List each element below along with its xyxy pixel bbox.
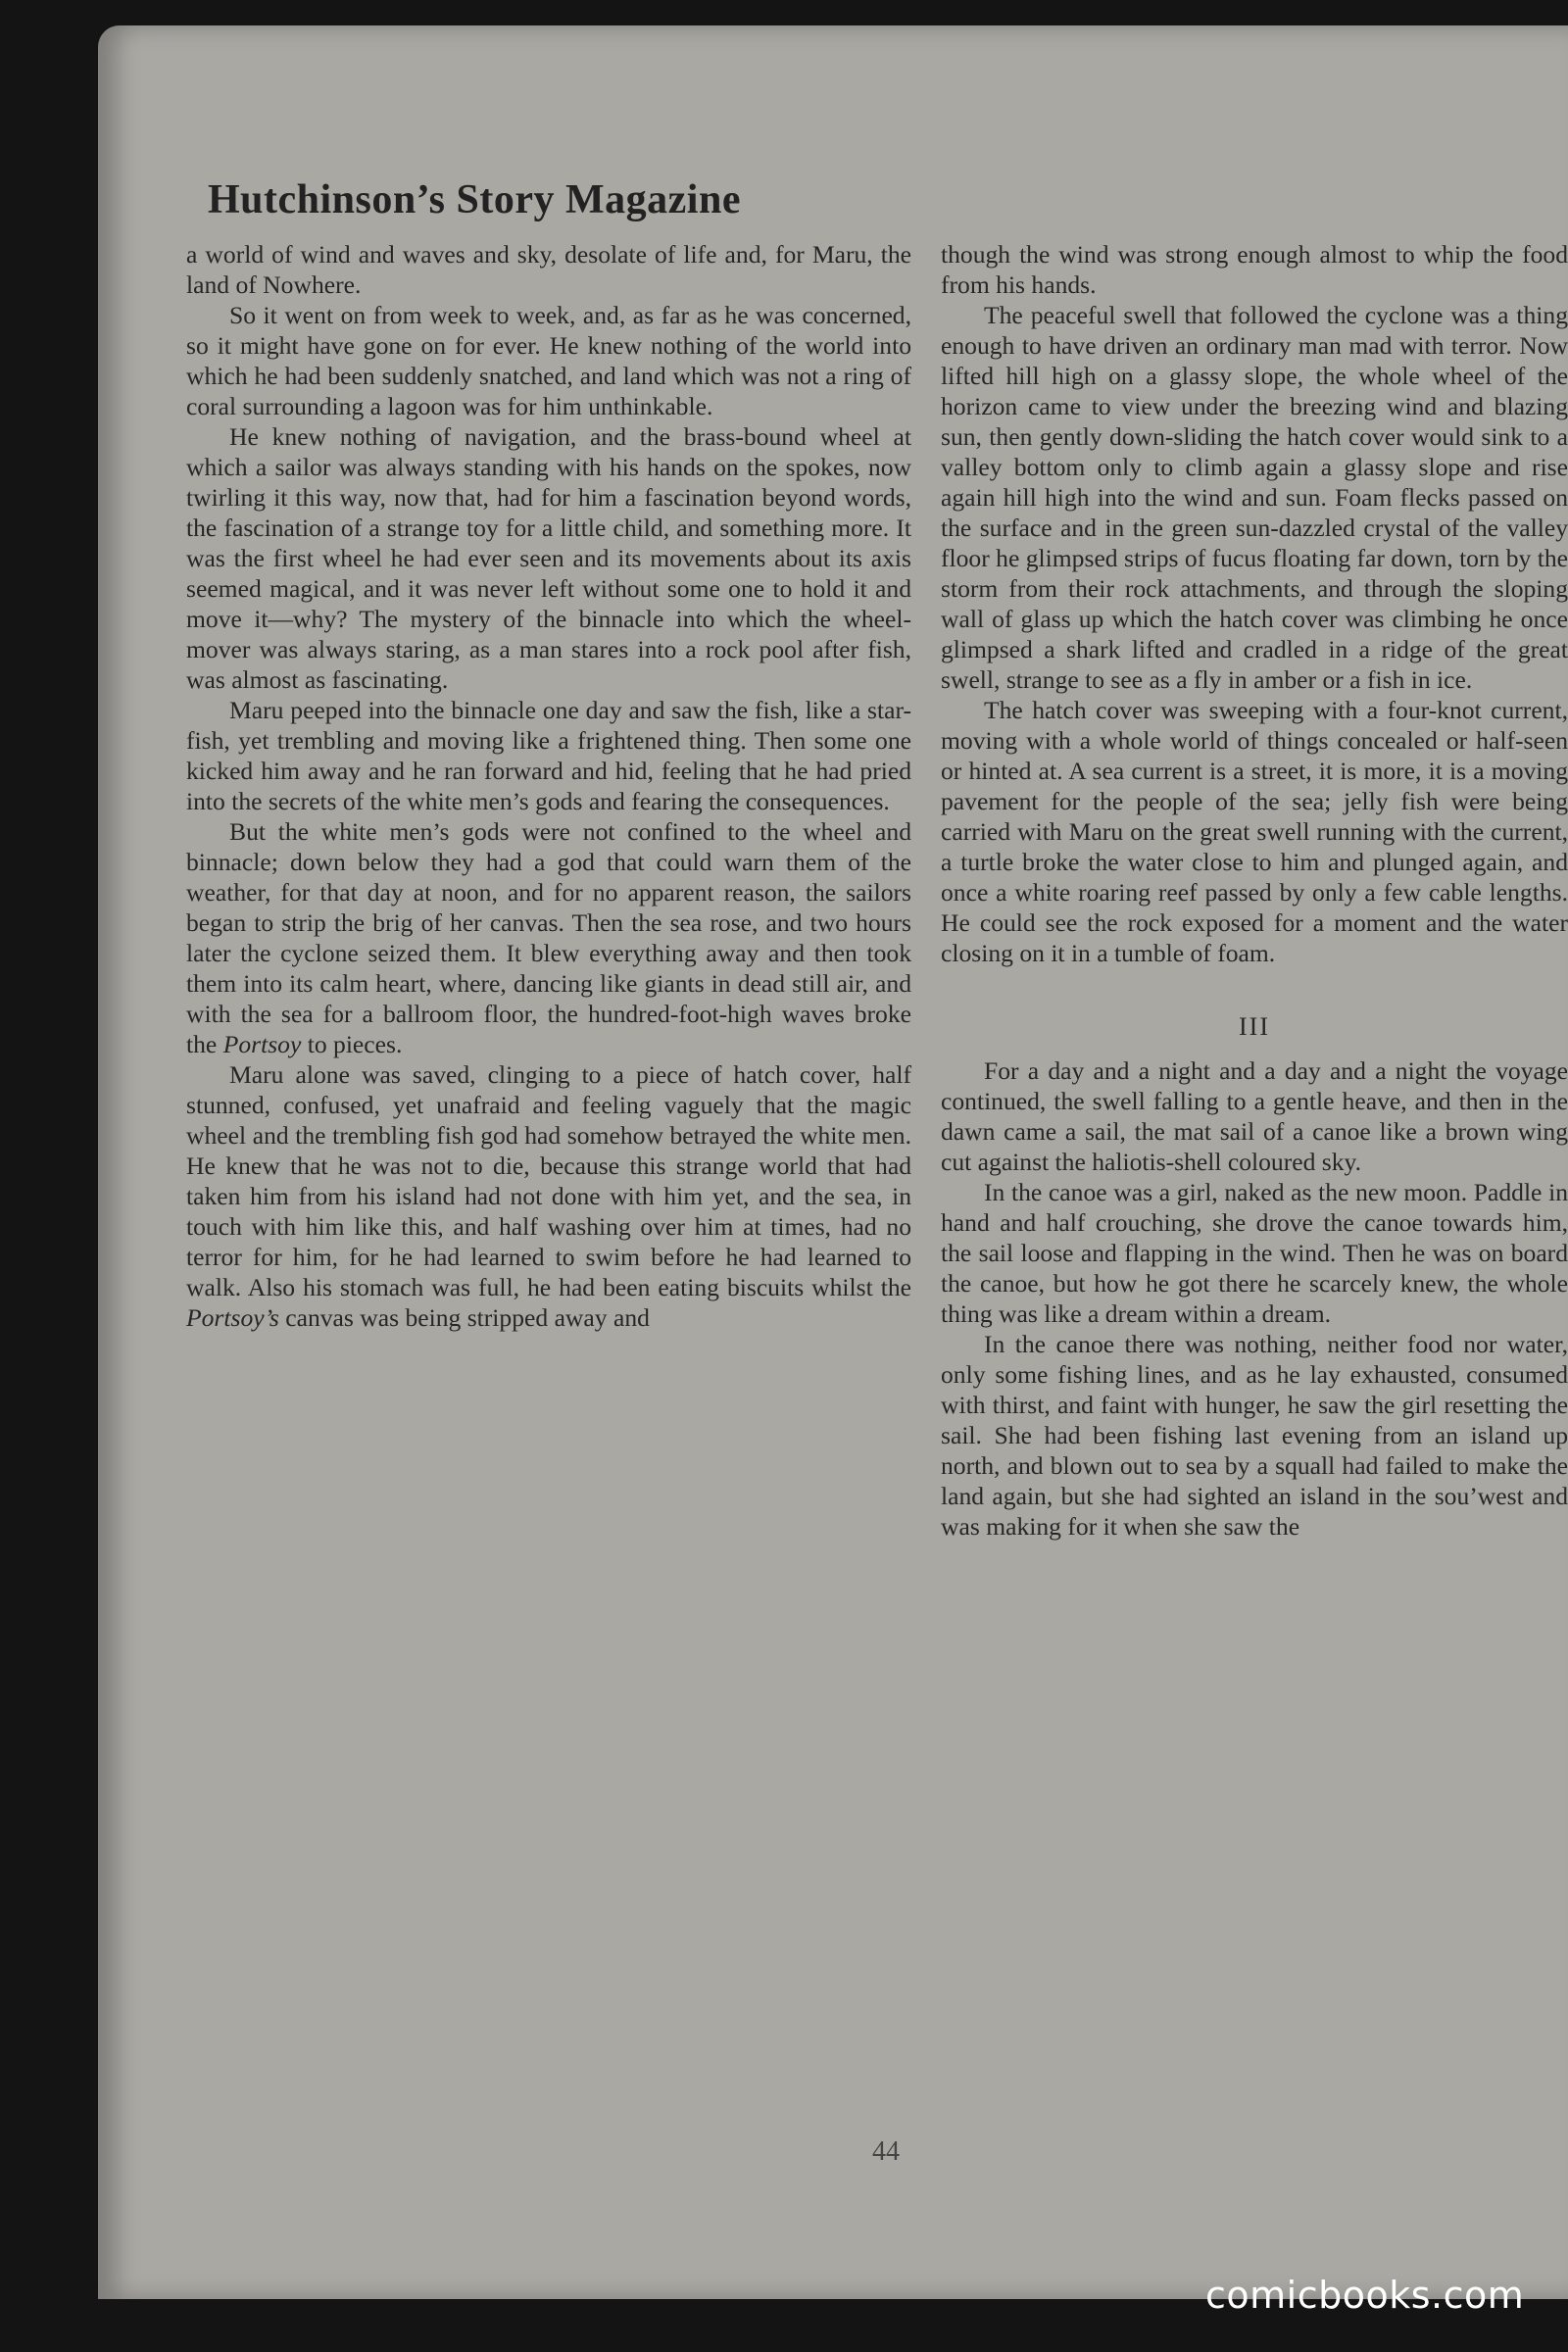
paragraph (186, 1059, 911, 1333)
paragraph-text: to pieces. (307, 1030, 403, 1058)
paragraph: The hatch cover was sweeping with a four-knot current, moving with a whole world of things concealed or half-seen or hinted at. A sea current is a street, it is more, it is a moving pavement for the people of the sea; jelly fish were being carried with Maru on the great swell running with the current, a turtle broke the water close to him and plunged again, and once a white roaring reef passed by only a few cable lengths. He could see the rock exposed for a moment and the water closing on it in a tumble of foam. (941, 696, 1568, 967)
site-watermark: comicbooks.com (1205, 2274, 1525, 2317)
ship-name-possessive: Portsoy’s (186, 1303, 279, 1332)
paragraph: He knew nothing of navigation, and the brass-bound wheel at which a sailor was always standing with his hands on the spokes, now twirling it this way, now that, had for him a fascination beyond words, the fascination of a strange toy for a little child, and something more. It was the first wheel he had ever seen and its movements about its axis seemed magical, and it was never left without some one to hold it and move it—why? The mystery of the binnacle into which the wheel-mover was always staring, as a man stares into a rock pool after fish, was almost as fascinating. (186, 422, 911, 694)
paragraph: Maru peeped into the binnacle one day and saw the fish, like a star-fish, yet trembling and moving like a frightened thing. Then some one kicked him away and he ran forward and hid, feeling that he had pried into the secrets of the white men’s gods and fearing the consequences. (186, 696, 911, 815)
page-number: 44 (872, 2136, 900, 2167)
paragraph-text: Maru alone was saved, clinging to a piece of hatch cover, half stunned, confused, yet unafraid and feeling vaguely that the magic wheel and the trembling fish god had somehow betrayed the white men. He knew that he was not to die, because this strange world that had taken him from his island had not done with him yet, and the sea, in touch with him like this, and half washing over him at times, had no terror for him, for he had learned to swim before he had learned to walk. Also his stomach was full, he had been eating biscuits whilst the (186, 1060, 911, 1301)
left-text-column (186, 239, 911, 1333)
paragraph-text: canvas was being stripped away and (285, 1303, 650, 1332)
paragraph: For a day and a night and a day and a night the voyage continued, the swell falling to a gentle heave, and then in the dawn came a sail, the mat sail of a canoe like a brown wing cut against the haliotis-shell coloured sky. (941, 1056, 1568, 1176)
paragraph: a world of wind and waves and sky, desolate of life and, for Maru, the land of Nowhere. (186, 240, 911, 299)
section-number: III (1239, 1012, 1270, 1041)
paragraph: In the canoe was a girl, naked as the new moon. Paddle in hand and half crouching, she drove the canoe towards him, the sail loose and flapping in the wind. Then he was on board the canoe, but how he got there he scarcely knew, the whole thing was like a dream within a dream. (941, 1178, 1568, 1328)
paragraph: The peaceful swell that followed the cyclone was a thing enough to have driven an ordinary man mad with terror. Now lifted hill high on a glassy slope, the whole wheel of the horizon came to view under the breezing wind and blazing sun, then gently down-sliding the hatch cover would sink to a valley bottom only to climb again a glassy slope and rise again hill high into the wind and sun. Foam flecks passed on the surface and in the green sun-dazzled crystal of the valley floor he glimpsed strips of fucus floating far down, torn by the storm from their rock attachments, and through the sloping wall of glass up which the hatch cover was climbing he once glimpsed a shark lifted and cradled in a ridge of the great swell, strange to see as a fly in amber or a fish in ice. (941, 301, 1568, 694)
ship-name: Portsoy (222, 1030, 302, 1058)
paragraph (186, 816, 911, 1059)
paragraph: though the wind was strong enough almost to whip the food from his hands. (941, 240, 1568, 299)
paragraph: In the canoe there was nothing, neither food nor water, only some fishing lines, and as he lay exhausted, consumed with thirst, and faint with hunger, he saw the girl resetting the sail. She had been fishing last evening from an island up north, and blown out to sea by a squall had failed to make the land again, but she had sighted an island in the sou’west and was making for it when she saw the (941, 1330, 1568, 1541)
paragraph-text: But the white men’s gods were not confined to the wheel and binnacle; down below they had a god that could warn them of the weather, for that day at noon, and for no apparent reason, the sailors began to strip the brig of her canvas. Then the sea rose, and two hours later the cyclone seized them. It blew everything away and then took them into its calm heart, where, dancing like giants in dead still air, and with the sea for a ballroom floor, the hundred-foot-high waves broke the (186, 817, 911, 1058)
page-header-title: Hutchinson’s Story Magazine (208, 177, 741, 222)
paragraph: So it went on from week to week, and, as far as he was concerned, so it might have gone on for ever. He knew nothing of the world into which he had been suddenly snatched, and land which was not a ring of coral surrounding a lagoon was for him unthinkable. (186, 301, 911, 420)
right-text-column (941, 239, 1568, 1542)
